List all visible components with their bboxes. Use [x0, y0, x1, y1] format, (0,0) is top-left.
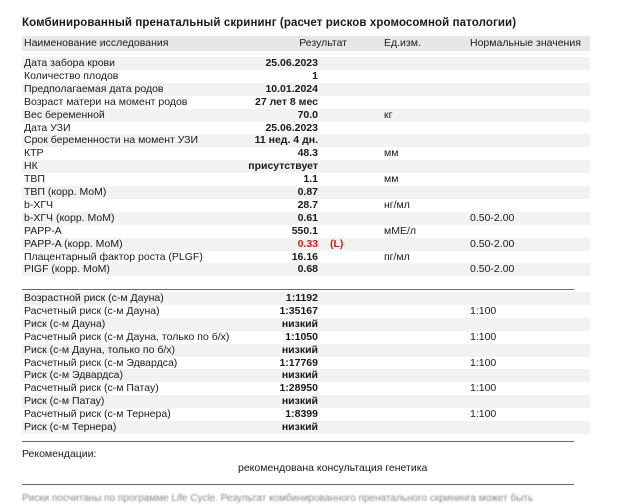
- row-name: Расчетный риск (с-м Эдвардса): [24, 356, 178, 369]
- row-name: НК: [24, 160, 38, 173]
- table-row: [22, 225, 590, 238]
- table-row: [22, 96, 590, 109]
- table-row: [22, 212, 590, 225]
- row-result: 0.33: [297, 237, 318, 250]
- table-row: [22, 238, 590, 251]
- row-result: 1:8399: [285, 408, 318, 421]
- row-name: Риск (с-м Дауна): [24, 317, 106, 330]
- table-row: [22, 421, 590, 434]
- row-result: 70.0: [297, 108, 318, 121]
- table-row: [22, 134, 590, 147]
- row-unit: пг/мл: [384, 250, 410, 263]
- column-header-unit: Ед.изм.: [384, 37, 421, 49]
- row-norm: 0.50-2.00: [470, 263, 515, 276]
- table-row: [22, 251, 590, 264]
- row-name: Предполагаемая дата родов: [24, 82, 164, 95]
- row-name: Количество плодов: [24, 69, 119, 82]
- row-name: b-ХГЧ: [24, 198, 54, 211]
- row-norm: 1:100: [470, 304, 497, 317]
- row-name: PAPP-A: [24, 224, 62, 237]
- table-row: [22, 263, 590, 276]
- table-row: [22, 292, 590, 305]
- table-row: [22, 122, 590, 135]
- table-header: [22, 36, 590, 51]
- row-norm: 0.50-2.00: [470, 237, 515, 250]
- table-row: [22, 408, 590, 421]
- row-name: PAPP-A (корр. МоМ): [24, 237, 123, 250]
- column-header-norm: Нормальные значения: [470, 37, 581, 49]
- row-result: 1:17769: [279, 356, 318, 369]
- row-name: ТВП: [24, 173, 45, 186]
- row-name: Расчетный риск (с-м Тернера): [24, 408, 171, 421]
- row-result: 1:28950: [279, 382, 318, 395]
- table-row: [22, 395, 590, 408]
- row-unit: кг: [384, 108, 393, 121]
- row-result: низкий: [281, 317, 318, 330]
- table-row: [22, 173, 590, 186]
- row-name: Расчетный риск (с-м Дауна): [24, 304, 160, 317]
- row-flag: (L): [330, 237, 344, 250]
- row-name: Риск (с-м Патау): [24, 395, 105, 408]
- table-row: [22, 305, 590, 318]
- row-name: Риск (с-м Эдвардса): [24, 369, 123, 382]
- row-name: Вес беременной: [24, 108, 105, 121]
- row-result: 25.06.2023: [265, 57, 318, 69]
- row-unit: мм: [384, 173, 399, 186]
- row-result: 0.87: [297, 186, 318, 198]
- separator: [22, 289, 574, 290]
- separator: [22, 441, 574, 442]
- row-result: 1.1: [303, 173, 318, 186]
- row-unit: мМЕ/л: [384, 224, 417, 237]
- row-name: Возрастной риск (с-м Дауна): [24, 292, 164, 304]
- row-norm: 1:100: [470, 356, 497, 369]
- row-norm: 1:100: [470, 382, 497, 395]
- row-result: 0.61: [297, 211, 318, 224]
- table-row: [22, 318, 590, 331]
- row-result: присутствует: [248, 160, 318, 173]
- row-name: b-ХГЧ (корр. МоМ): [24, 211, 115, 224]
- row-result: низкий: [281, 369, 318, 382]
- row-name: ТВП (корр. МоМ): [24, 186, 107, 198]
- row-result: 0.68: [297, 263, 318, 276]
- column-header-name: Наименование исследования: [24, 37, 169, 49]
- table-row: [22, 186, 590, 199]
- row-result: 28.7: [297, 198, 318, 211]
- row-result: низкий: [281, 395, 318, 408]
- row-name: Плацентарный фактор роста (PLGF): [24, 250, 203, 263]
- recommendations-label: Рекомендации:: [22, 448, 97, 460]
- row-name: Риск (с-м Дауна, только по б/х): [24, 343, 176, 356]
- row-name: Дата УЗИ: [24, 121, 71, 134]
- row-name: Возраст матери на момент родов: [24, 95, 188, 108]
- separator: [22, 484, 574, 485]
- table-row: [22, 109, 590, 122]
- row-result: 1: [312, 69, 318, 82]
- table-row: [22, 382, 590, 395]
- row-name: PIGF (корр. МоМ): [24, 263, 110, 276]
- row-result: 1:1050: [285, 330, 318, 343]
- table-row: [22, 369, 590, 382]
- table-row: [22, 70, 590, 83]
- row-norm: 1:100: [470, 408, 497, 421]
- row-result: 27 лет 8 мес: [255, 95, 318, 108]
- table-row: [22, 160, 590, 173]
- row-name: КТР: [24, 147, 44, 160]
- row-result: 1:1192: [285, 292, 318, 304]
- table-row: [22, 147, 590, 160]
- column-header-result: Результат: [299, 37, 347, 49]
- row-result: 48.3: [297, 147, 318, 160]
- row-result: 10.01.2024: [265, 82, 318, 95]
- row-norm: 0.50-2.00: [470, 211, 515, 224]
- row-result: 1:35167: [279, 304, 318, 317]
- recommendations-text: рекомендована консультация генетика: [238, 462, 428, 474]
- row-name: Риск (с-м Тернера): [24, 421, 117, 433]
- row-result: низкий: [281, 343, 318, 356]
- row-unit: нг/мл: [384, 198, 410, 211]
- row-name: Расчетный риск (с-м Дауна, только по б/х): [24, 330, 230, 343]
- table-row: [22, 344, 590, 357]
- table-row: [22, 83, 590, 96]
- row-unit: мм: [384, 147, 399, 160]
- row-name: Срок беременности на момент УЗИ: [24, 134, 199, 147]
- row-norm: 1:100: [470, 330, 497, 343]
- table-row: [22, 57, 590, 70]
- row-result: 11 нед. 4 дн.: [254, 134, 318, 147]
- footer-note: Риски посчитаны по программе Life Cycle. Результат комбинированного пренатального скрининга может быть: [22, 493, 534, 504]
- table-row: [22, 199, 590, 212]
- row-result: 25.06.2023: [265, 121, 318, 134]
- table-row: [22, 331, 590, 344]
- page-title: Комбинированный пренатальный скрининг (расчет рисков хромосомной патологии): [22, 17, 517, 29]
- row-result: 16.16: [291, 250, 318, 263]
- row-result: 550.1: [291, 224, 318, 237]
- row-result: низкий: [281, 421, 318, 433]
- table-row: [22, 357, 590, 370]
- row-name: Дата забора крови: [24, 57, 115, 69]
- row-name: Расчетный риск (с-м Патау): [24, 382, 159, 395]
